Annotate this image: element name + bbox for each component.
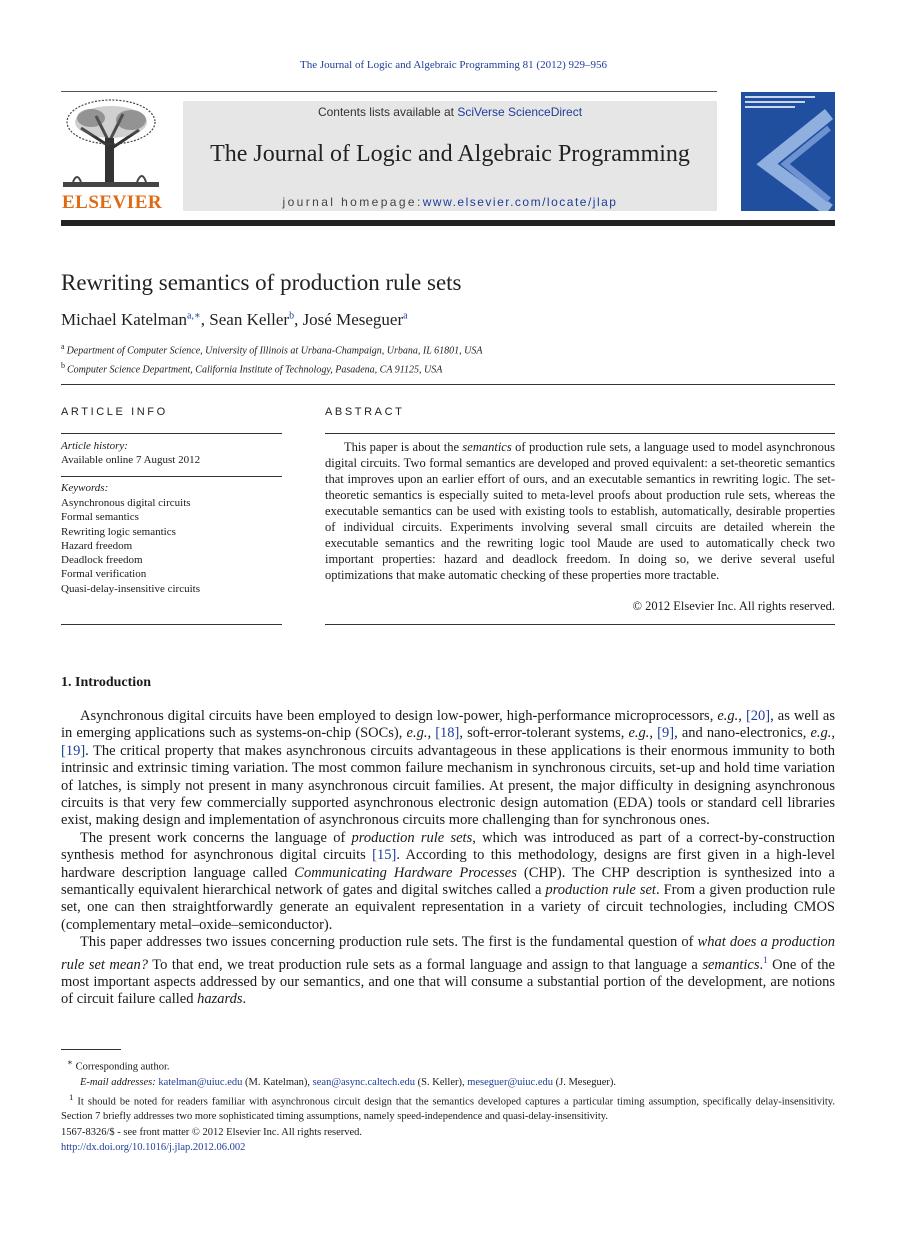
author-name: José Meseguer	[302, 310, 404, 329]
paragraph	[61, 934, 835, 1008]
abstract-emphasis: semantics	[462, 440, 512, 454]
text-run: .	[242, 991, 247, 1008]
footnotes	[61, 1055, 835, 1124]
journal-banner	[183, 101, 717, 211]
journal-citation[interactable]: The Journal of Logic and Algebraic Programming 81 (2012) 929–956	[299, 59, 608, 71]
text-run: This paper addresses two issues concerning production rule sets. The first is the fundamental question of	[80, 934, 698, 951]
keyword-item: Quasi-delay-insensitive circuits	[61, 582, 200, 595]
text-emphasis: e.g.,	[406, 725, 432, 742]
text-run: , which was introduced as part of a correct-by-construction synthesis method for asynchronous digital circuits	[61, 829, 835, 864]
info-rule	[61, 624, 282, 625]
issn-line: 1567-8326/$ - see front matter © 2012 Elsevier Inc. All rights reserved.	[61, 1127, 363, 1138]
abstract-text	[325, 439, 835, 583]
affiliation-text: Computer Science Department, California Institute of Technology, Pasadena, CA 91125, USA	[67, 364, 443, 376]
email-owner: (S. Keller),	[415, 1076, 468, 1088]
affiliation-text: Department of Computer Science, University of Illinois at Urbana-Champaign, Urbana, IL 61801, USA	[66, 345, 483, 357]
journal-name: The Journal of Logic and Algebraic Programming	[210, 141, 690, 167]
footnote-rule	[61, 1049, 121, 1050]
article-title: Rewriting semantics of production rule sets	[61, 270, 462, 295]
affiliations	[61, 339, 482, 378]
citation-link[interactable]: [19]	[61, 742, 86, 759]
keyword-item: Formal verification	[61, 568, 147, 581]
info-rule	[61, 433, 282, 434]
sciencedirect-link[interactable]: SciVerse ScienceDirect	[457, 105, 583, 119]
affiliation-mark: a	[61, 342, 65, 351]
keyword-item: Rewriting logic semantics	[61, 525, 176, 538]
text-run: . From a given production rule set, one can then straightforwardly generate an equivalent representation in a variety of circuit technologies, including CMOS (complementary metal–oxide–semiconductor).	[61, 882, 836, 933]
text-run: One of the most important aspects addressed by our semantics, and one that will consume a substantial portion of the development, are notions of circuit failure called	[61, 956, 835, 1008]
info-rule	[61, 476, 282, 477]
abstract-rule	[325, 433, 835, 434]
doi-link[interactable]: http://dx.doi.org/10.1016/j.jlap.2012.06.002	[61, 1142, 246, 1153]
author-affiliation-mark[interactable]: a	[403, 310, 408, 322]
text-run: .	[759, 956, 764, 973]
text-run: . The critical property that makes asynchronous circuits advantageous in these applications is their enormous immunity to both intrinsic and extrinsic timing variation. The most common failure mechanism in synchronous circuits, set-up and hold time variation of latches, is simply not present in many asynchronous circuit families. At present, the major difficulty in designing asynchronous circuits is that very few commercially supported asynchronous electronic design automation (EDA) tools or standard cell libraries exist, making design and implementation of asynchronous circuits more challenging than for synchronous ones.	[61, 742, 835, 829]
text-run: To that end, we treat production rule sets as a formal language and assign to that language a	[148, 956, 703, 973]
keyword-item: Deadlock freedom	[61, 554, 143, 567]
contents-line	[183, 105, 717, 119]
text-emphasis: e.g.,	[717, 708, 742, 724]
email-link[interactable]: meseguer@uiuc.edu	[467, 1076, 553, 1088]
publisher-wordmark: ELSEVIER	[62, 192, 163, 213]
paragraph	[61, 830, 835, 934]
keyword-item: Formal semantics	[61, 511, 139, 524]
affiliation-mark: b	[61, 361, 65, 371]
affiliation-item	[61, 358, 482, 377]
keyword-item: Asynchronous digital circuits	[61, 497, 191, 509]
text-run: Asynchronous digital circuits have been employed to design low-power, high-performance microprocessors,	[80, 708, 718, 724]
homepage-link[interactable]: www.elsevier.com/locate/jlap	[422, 195, 618, 209]
text-run: , as well as in emerging applications such as systems-on-chip (SOCs),	[61, 708, 836, 742]
keywords-list	[61, 496, 200, 596]
footnote-emails	[61, 1075, 835, 1090]
author-name: Sean Keller	[209, 310, 290, 329]
header-thick-rule	[61, 220, 835, 226]
author-separator: ,	[294, 310, 303, 329]
footnote-text: Corresponding author.	[75, 1061, 170, 1073]
abstract-segment: of production rule sets, a language used to model asynchronous digital circuits. Two formal semantics are developed and proved equivalent: a set-theoretic semantics that improves upon an earlier effort of ours, and an executable semantics in rewriting logic. The set-theoretic semantics is especially suited to meta-level proofs about production rule sets, whereas the executable semantics can be used with existing tools to establish, automatically, desirable properties of individual circuits. Experiments involving several small circuits are detailed wherein the executable semantics and the rewriting logic tool Maude are used to automatically check two important properties: hazard and deadlock freedom. In doing so, we derive several useful optimizations that make automatic checking of these properties more tractable.	[325, 440, 835, 582]
author-affiliation-mark[interactable]: a,∗	[187, 310, 201, 322]
citation-link[interactable]: [15]	[372, 847, 397, 864]
footnote-mark: ∗	[67, 1057, 73, 1067]
email-owner: (M. Katelman),	[242, 1076, 313, 1088]
footnote-mark: 1	[69, 1091, 74, 1102]
abstract-heading: ABSTRACT	[325, 406, 405, 418]
history-label: Article history:	[61, 440, 128, 452]
author-list	[61, 310, 408, 330]
article-info-heading: ARTICLE INFO	[61, 406, 168, 418]
history-value: Available online 7 August 2012	[61, 454, 201, 466]
email-owner: (J. Meseguer).	[553, 1076, 616, 1088]
contents-prefix: Contents lists available at	[317, 105, 458, 119]
text-emphasis: semantics	[702, 956, 760, 973]
abstract-segment: This paper is about the	[344, 440, 463, 454]
author-name: Michael Katelman	[61, 310, 188, 329]
text-run: , soft-error-tolerant systems,	[459, 725, 629, 742]
keyword-item: Hazard freedom	[61, 539, 133, 552]
text-run: . According to this methodology, designs are first given in a high-level hardware description language called	[61, 847, 835, 881]
header-rule	[61, 91, 717, 92]
abstract-rule	[325, 624, 835, 625]
text-emphasis: production rule sets	[351, 829, 473, 846]
text-run: (CHP). The CHP description is synthesized into a semantically equivalent hierarchical network of gates and digital switches called a	[61, 864, 835, 899]
citation-link[interactable]: [20]	[745, 708, 771, 724]
text-emphasis: Communicating Hardware Processes	[294, 864, 517, 881]
text-run: The present work concerns the language of	[80, 829, 352, 846]
section-heading-introduction: 1. Introduction	[61, 675, 151, 690]
text-run: , and nano-electronics,	[674, 725, 811, 742]
paragraph	[61, 708, 835, 830]
citation-link[interactable]: [9]	[657, 725, 675, 742]
footnote-text: It should be noted for readers familiar with asynchronous circuit design that the semantics developed captures a particular timing assumption, specifically delay-insensitivity. Section 7 briefly addresses two more sophisticated timing assumptions, namely speed-independence and quasi-delay-insensitivity.	[61, 1096, 835, 1122]
section-rule	[61, 384, 835, 385]
text-emphasis: what does a production rule set mean?	[61, 934, 835, 973]
cover-chevron-icon	[741, 92, 835, 211]
footnote-link[interactable]: 1	[763, 954, 768, 965]
tree-icon	[61, 98, 161, 190]
introduction-body	[61, 708, 835, 1009]
text-emphasis: production rule set	[545, 882, 656, 899]
text-emphasis: e.g.,	[628, 725, 654, 742]
journal-cover-image	[741, 92, 835, 211]
email-link[interactable]: katelman@uiuc.edu	[158, 1076, 243, 1088]
email-link[interactable]: sean@async.caltech.edu	[312, 1076, 416, 1088]
homepage-line	[183, 195, 717, 209]
keywords-label: Keywords:	[61, 482, 109, 494]
homepage-prefix: journal homepage:	[282, 195, 423, 209]
footnote-1	[61, 1090, 835, 1125]
text-emphasis: e.g.,	[810, 725, 836, 742]
citation-link[interactable]: [18]	[435, 725, 460, 742]
email-label: E-mail addresses:	[80, 1076, 159, 1088]
affiliation-item	[61, 339, 482, 358]
text-emphasis: hazards	[197, 991, 243, 1008]
author-separator: ,	[200, 310, 210, 329]
copyright-notice: © 2012 Elsevier Inc. All rights reserved.	[632, 599, 835, 613]
footnote-corresponding	[61, 1055, 835, 1075]
author-affiliation-mark[interactable]: b	[289, 310, 295, 322]
